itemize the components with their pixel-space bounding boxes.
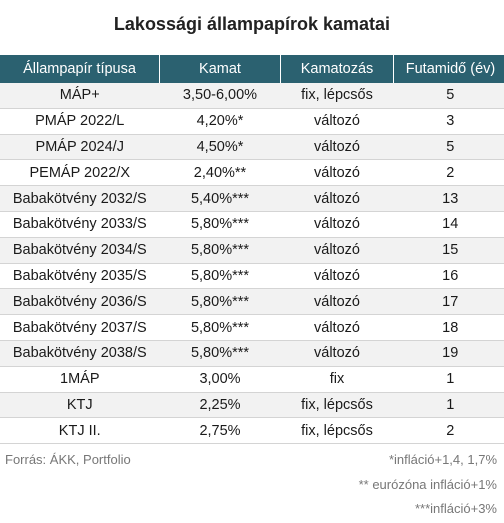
footnote-eurozone-inflation: ** eurózóna infláció+1% bbox=[358, 477, 497, 492]
cell-interest-type: változó bbox=[281, 211, 394, 237]
cell-interest-type: változó bbox=[281, 237, 394, 263]
cell-rate: 3,50-6,00% bbox=[160, 83, 281, 108]
cell-type: Babakötvény 2035/S bbox=[0, 263, 160, 289]
cell-rate: 2,75% bbox=[160, 418, 281, 444]
cell-interest-type: változó bbox=[281, 289, 394, 315]
cell-maturity: 16 bbox=[394, 263, 504, 289]
cell-rate: 2,40%** bbox=[160, 160, 281, 186]
table-row bbox=[0, 315, 504, 341]
cell-rate: 5,80%*** bbox=[160, 289, 281, 315]
cell-rate: 3,00% bbox=[160, 366, 281, 392]
source-note: Forrás: ÁKK, Portfolio bbox=[5, 452, 131, 467]
table-row bbox=[0, 263, 504, 289]
column-header-maturity: Futamidő (év) bbox=[394, 55, 504, 83]
cell-rate: 5,80%*** bbox=[160, 237, 281, 263]
table-row bbox=[0, 392, 504, 418]
table-row bbox=[0, 83, 504, 108]
cell-maturity: 1 bbox=[394, 366, 504, 392]
table-row bbox=[0, 289, 504, 315]
cell-maturity: 3 bbox=[394, 108, 504, 134]
cell-type: PMÁP 2022/L bbox=[0, 108, 160, 134]
cell-maturity: 15 bbox=[394, 237, 504, 263]
cell-interest-type: változó bbox=[281, 186, 394, 212]
cell-type: PEMÁP 2022/X bbox=[0, 160, 160, 186]
table-header-row bbox=[0, 55, 504, 83]
column-header-interest-type: Kamatozás bbox=[281, 55, 394, 83]
cell-type: Babakötvény 2034/S bbox=[0, 237, 160, 263]
cell-rate: 5,80%*** bbox=[160, 340, 281, 366]
cell-rate: 5,80%*** bbox=[160, 211, 281, 237]
cell-interest-type: változó bbox=[281, 160, 394, 186]
cell-rate: 4,50%* bbox=[160, 134, 281, 160]
cell-type: Babakötvény 2032/S bbox=[0, 186, 160, 212]
cell-interest-type: változó bbox=[281, 263, 394, 289]
cell-rate: 2,25% bbox=[160, 392, 281, 418]
table-row bbox=[0, 160, 504, 186]
cell-interest-type: változó bbox=[281, 315, 394, 341]
cell-rate: 5,80%*** bbox=[160, 315, 281, 341]
page-title: Lakossági állampapírok kamatai bbox=[113, 14, 391, 34]
cell-type: Babakötvény 2033/S bbox=[0, 211, 160, 237]
table-row bbox=[0, 211, 504, 237]
cell-type: Babakötvény 2037/S bbox=[0, 315, 160, 341]
cell-maturity: 5 bbox=[394, 83, 504, 108]
table-row bbox=[0, 186, 504, 212]
cell-type: MÁP+ bbox=[0, 83, 160, 108]
cell-interest-type: fix, lépcsős bbox=[281, 83, 394, 108]
column-header-rate: Kamat bbox=[160, 55, 281, 83]
cell-rate: 5,80%*** bbox=[160, 263, 281, 289]
table-row bbox=[0, 237, 504, 263]
cell-type: Babakötvény 2038/S bbox=[0, 340, 160, 366]
bond-rates-table bbox=[0, 55, 504, 444]
cell-maturity: 14 bbox=[394, 211, 504, 237]
cell-maturity: 2 bbox=[394, 160, 504, 186]
cell-interest-type: fix bbox=[281, 366, 394, 392]
cell-maturity: 2 bbox=[394, 418, 504, 444]
cell-interest-type: változó bbox=[281, 108, 394, 134]
cell-type: 1MÁP bbox=[0, 366, 160, 392]
cell-maturity: 1 bbox=[394, 392, 504, 418]
cell-rate: 4,20%* bbox=[160, 108, 281, 134]
cell-type: Babakötvény 2036/S bbox=[0, 289, 160, 315]
cell-interest-type: fix, lépcsős bbox=[281, 392, 394, 418]
table-body bbox=[0, 83, 504, 444]
column-header-type: Állampapír típusa bbox=[0, 55, 160, 83]
cell-interest-type: fix, lépcsős bbox=[281, 418, 394, 444]
cell-type: PMÁP 2024/J bbox=[0, 134, 160, 160]
cell-maturity: 17 bbox=[394, 289, 504, 315]
footnote-inflation: *infláció+1,4, 1,7% bbox=[388, 452, 497, 467]
cell-type: KTJ bbox=[0, 392, 160, 418]
table-row bbox=[0, 108, 504, 134]
cell-interest-type: változó bbox=[281, 134, 394, 160]
cell-maturity: 13 bbox=[394, 186, 504, 212]
table-row bbox=[0, 134, 504, 160]
footnote-inflation-plus-3: ***infláció+3% bbox=[414, 501, 497, 516]
table-row bbox=[0, 340, 504, 366]
cell-rate: 5,40%*** bbox=[160, 186, 281, 212]
cell-maturity: 19 bbox=[394, 340, 504, 366]
table-row bbox=[0, 366, 504, 392]
cell-maturity: 5 bbox=[394, 134, 504, 160]
cell-interest-type: változó bbox=[281, 340, 394, 366]
cell-type: KTJ II. bbox=[0, 418, 160, 444]
table-row bbox=[0, 418, 504, 444]
cell-maturity: 18 bbox=[394, 315, 504, 341]
